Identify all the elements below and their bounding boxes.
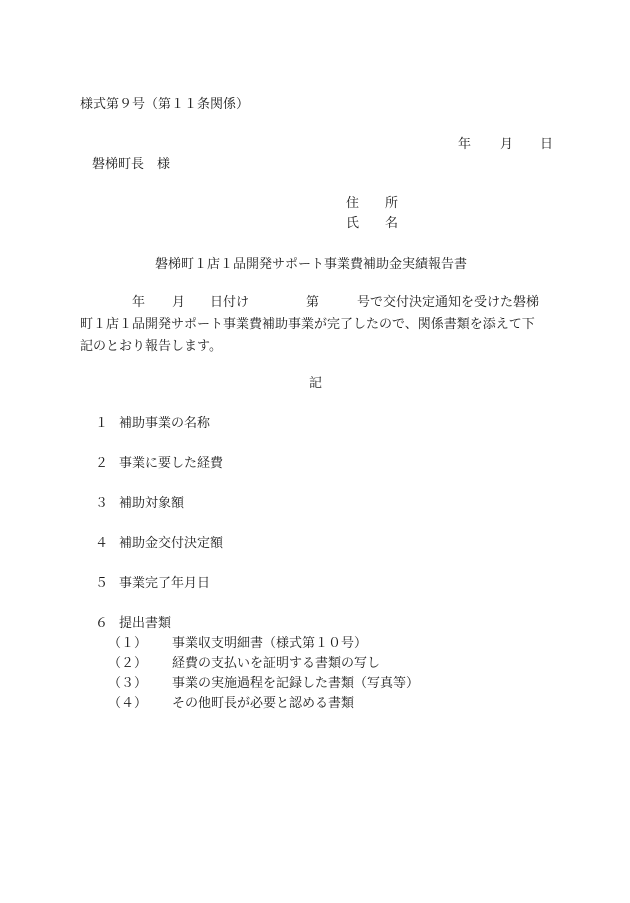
document-label: 事業の実施過程を記録した書類（写真等） [172,676,420,691]
address-label: 住 所 [346,196,399,211]
item-number: １ [95,416,109,431]
item-number: ４ [95,536,109,551]
body-dated: 日付け [210,295,250,310]
body-line1-rest: 号で交付決定通知を受けた磐梯 [357,295,540,310]
body-month: 月 [172,295,186,310]
addressee: 磐梯町長 様 [92,157,171,172]
date-month: 月 [500,137,514,152]
document-label: 事業収支明細書（様式第１０号） [172,636,368,651]
document-number: （２） [108,656,148,671]
body-line2: 町１店１品開発サポート事業費補助事業が完了したので、関係書類を添えて下 [80,317,535,332]
item-label: 補助金交付決定額 [119,536,224,551]
document-label: 経費の支払いを証明する書類の写し [172,656,381,671]
body-year: 年 [132,295,146,310]
form-label: 様式第９号（第１１条関係） [80,97,250,112]
item-label: 補助対象額 [119,496,185,511]
document-label: その他町長が必要と認める書類 [172,696,355,711]
document-number: （１） [108,636,148,651]
item-number: ５ [95,576,109,591]
document-title: 磐梯町１店１品開発サポート事業費補助金実績報告書 [155,257,468,272]
document-number: （３） [108,676,148,691]
name-label: 氏 名 [346,216,399,231]
document-number: （４） [108,696,148,711]
ki-heading: 記 [309,376,323,391]
item-number: ６ [95,616,109,631]
body-line3: 記のとおり報告します。 [80,339,222,354]
item-number: ２ [95,456,109,471]
item-label: 提出書類 [119,616,172,631]
item-number: ３ [95,496,109,511]
item-label: 事業完了年月日 [119,576,211,591]
item-label: 事業に要した経費 [119,456,224,471]
item-label: 補助事業の名称 [119,416,211,431]
date-year: 年 [458,137,472,152]
date-day: 日 [540,137,554,152]
body-number-prefix: 第 [306,295,320,310]
